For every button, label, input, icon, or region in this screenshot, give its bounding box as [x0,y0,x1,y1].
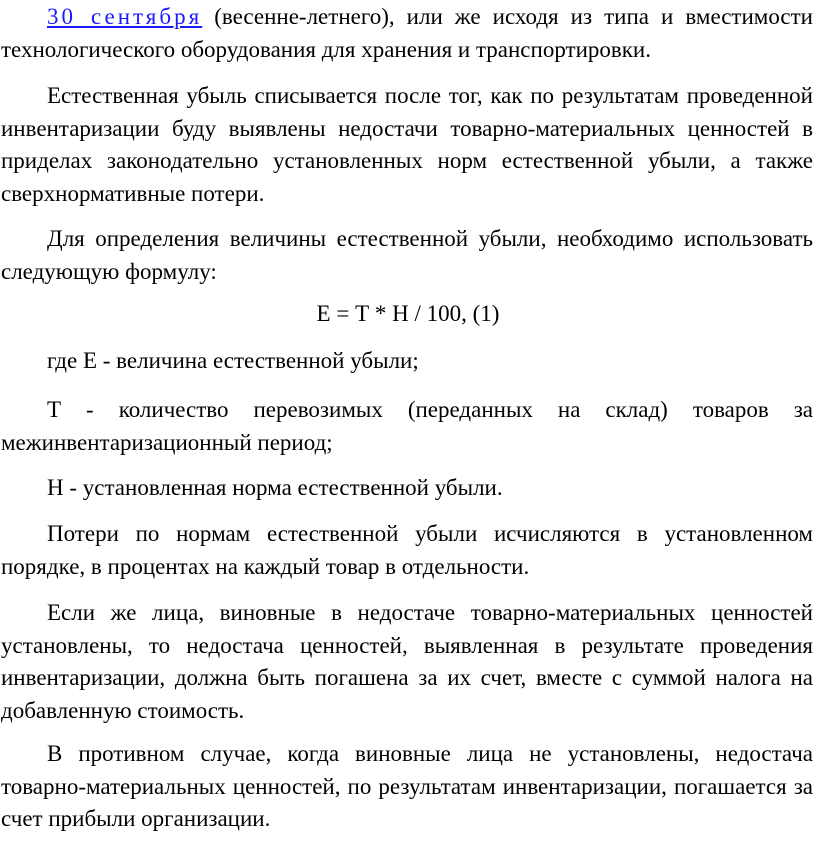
paragraph-natural-loss: Естественная убыль списывается после тог, как по результатам проведенной инвентаризации буду выявлены недостачи товарно-материальных ценностей в приделах законодательно установленных норм естественной убыли, а также сверхнормативные потери. [1,83,813,206]
date-link[interactable]: 30 сентября [47,4,203,29]
paragraph-formula-intro: Для определения величины естественной убыли, необходимо использовать следующую формулу: [1,226,813,284]
paragraph-intro [1,1,813,66]
paragraph-e-definition: где Е - величина естественной убыли; [47,348,419,373]
formula: Е = Т * Н / 100, (1) [316,301,500,326]
paragraph-unknown-persons: В противном случае, когда виновные лица не установлены, недостача товарно-материальных ценностей, по результатам инвентаризации, погашается за счет прибыли организации. [1,741,813,831]
paragraph-h-definition: Н - установленная норма естественной убыли. [47,475,503,500]
paragraph-loss-calculation: Потери по нормам естественной убыли исчисляются в установленном порядке, в процентах на каждый товар в отдельности. [1,521,813,579]
paragraph-intro-text: (весенне-летнего), или же исходя из типа и вместимости технологического оборудования для хранения и транспортировки. [1,4,813,62]
paragraph-t-definition: Т - количество перевозимых (переданных на склад) товаров за межинвентаризационный период; [1,397,813,455]
paragraph-responsible-persons: Если же лица, виновные в недостаче товарно-материальных ценностей установлены, то недостача ценностей, выявленная в результате проведения инвентаризации, должна быть погашена за их счет, вместе с суммой налога на добавленную стоимость. [1,600,813,723]
